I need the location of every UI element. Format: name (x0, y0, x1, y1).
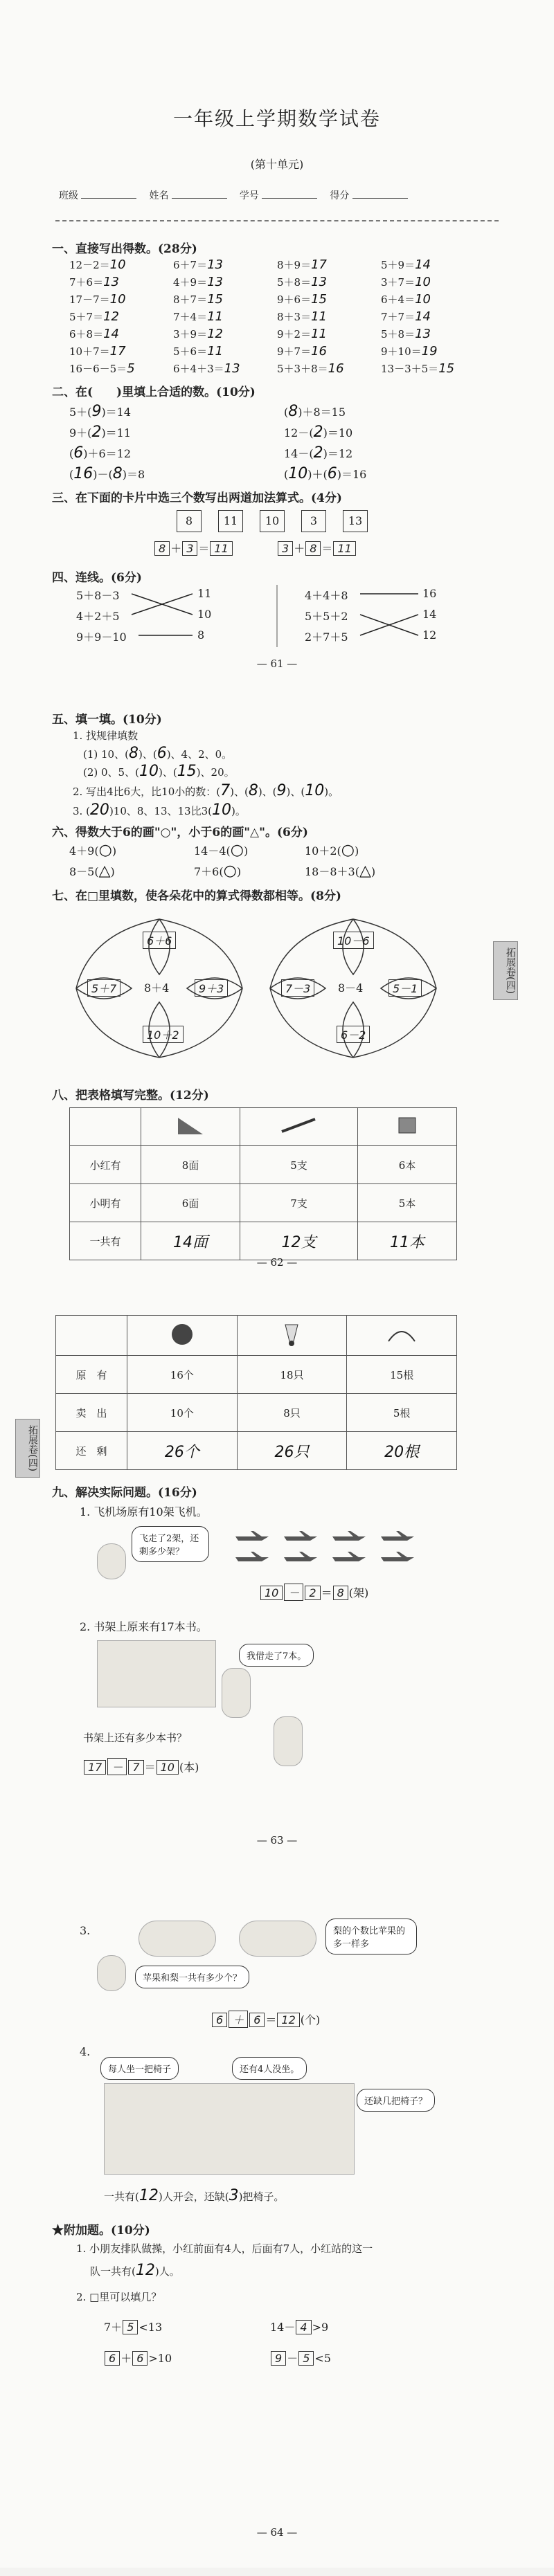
s1-problem: 5＋8＝13 (277, 275, 327, 289)
s1-problem: 6＋4＋3＝13 (173, 361, 240, 376)
exam-subtitle: (第十单元) (250, 158, 304, 171)
s9-q2-ask: 书架上还有多少本书？ (83, 1732, 188, 1744)
match-right-target: 14 (422, 608, 437, 621)
s2-item: (8)＋8＝15 (284, 403, 346, 420)
speech-bubble: 还缺几把椅子？ (357, 2089, 435, 2112)
page-number: — 61 — (256, 657, 298, 670)
matching-lines (0, 0, 554, 685)
table-2 (55, 1315, 457, 1470)
table-row-label: 原 有 (56, 1356, 127, 1394)
match-right-expr: 2＋7＋5 (305, 631, 348, 644)
s1-problem: 8＋9＝17 (277, 257, 327, 272)
s6-item: 18－8＋3(△) (305, 862, 376, 880)
number-card: 10 (260, 510, 285, 532)
extra-q2: 2. □里可以填几？ (76, 2291, 162, 2303)
cartoon-mouse-image (97, 1543, 126, 1579)
table-row-label: 一共有 (70, 1222, 141, 1260)
flower2-left: 7－3 (280, 979, 315, 997)
airplanes-image (229, 1523, 464, 1571)
table-row-label: 卖 出 (56, 1394, 127, 1432)
section-4-title: 四、连线。(6分) (52, 571, 142, 585)
speech-bubble: 飞走了2架，还剩多少架？ (132, 1526, 209, 1562)
s3-equation: 8 ＋ 3 ＝ 11 (154, 540, 233, 556)
s2-item: 9＋(2)＝11 (69, 424, 132, 441)
s1-problem: 16－6－5＝5 (69, 361, 135, 376)
flower1-bottom: 10＋2 (142, 1026, 184, 1043)
s6-item: 8－5(△) (69, 862, 115, 880)
class-label: 班级 (59, 190, 78, 201)
section-6-title: 六、得数大于6的画"○"，小于6的画"△"。(6分) (52, 826, 308, 840)
s1-problem: 5＋3＋8＝16 (277, 361, 344, 376)
s6-item: 10＋2(○) (305, 842, 359, 859)
match-left-expr: 5＋8－3 (76, 589, 120, 602)
s1-problem: 9＋10＝19 (381, 344, 438, 359)
s2-item: 5＋(9)＝14 (69, 403, 132, 420)
s9-q4-answer: 一共有(12)人开会，还缺(3)把椅子。 (104, 2187, 285, 2204)
exam-title: 一年级上学期数学试卷 (172, 107, 381, 130)
table-cell: 6面 (141, 1184, 240, 1222)
s9-q3-answer: 6 ＋ 6 ＝ 12 (个) (211, 2011, 320, 2028)
extra-q2-item: 14－ 4 >9 (270, 2321, 329, 2334)
pears-plate-image (239, 1921, 316, 1957)
section-3-title: 三、在下面的卡片中选三个数写出两道加法算式。(4分) (52, 491, 342, 505)
flower2-center: 8－4 (338, 981, 364, 995)
table-cell: 6本 (357, 1146, 456, 1184)
speech-bubble: 梨的个数比苹果的多一样多 (325, 1919, 417, 1954)
flower2-top: 10－6 (332, 932, 375, 949)
speech-bubble: 我借走了7本。 (239, 1644, 314, 1667)
s1-problem: 8＋3＝11 (277, 309, 327, 324)
s1-problem: 9＋6＝15 (277, 292, 327, 307)
s2-item: (10)＋(6)＝16 (284, 465, 367, 482)
s9-q4: 4. (80, 2045, 91, 2058)
s1-problem: 13－3＋5＝15 (381, 361, 455, 376)
table-1 (69, 1107, 457, 1260)
s6-item: 14－4(○) (194, 842, 249, 859)
flag-icon (141, 1108, 240, 1146)
table-cell: 10个 (127, 1394, 238, 1432)
s1-problem: 7＋6＝13 (69, 275, 119, 289)
s9-q2-answer: 17 － 7 ＝ 10 (本) (83, 1758, 199, 1775)
table-row-label: 小明有 (70, 1184, 141, 1222)
s2-item: (16)－(8)＝8 (69, 465, 145, 482)
number-card: 11 (218, 510, 243, 532)
number-card: 8 (177, 510, 202, 532)
jump-rope-icon (347, 1316, 457, 1356)
match-right-expr: 5＋5＋2 (305, 610, 348, 623)
child-reader-image (222, 1668, 251, 1718)
s1-problem: 3＋7＝10 (381, 275, 431, 289)
table-cell: 16个 (127, 1356, 238, 1394)
table-header-blank (70, 1108, 141, 1146)
speech-bubble: 每人坐一把椅子 (100, 2057, 179, 2080)
s1-problem: 5＋7＝12 (69, 309, 119, 324)
flower1-top: 6＋6 (142, 932, 177, 949)
table-cell: 5根 (347, 1394, 457, 1432)
s1-problem: 4＋9＝13 (173, 275, 223, 289)
boy-image (274, 1716, 303, 1766)
page-number: — 63 — (256, 1834, 298, 1847)
exam-page-62 (0, 685, 554, 1280)
s3-equation: 3 ＋ 8 ＝ 11 (277, 540, 357, 556)
section-7-title: 七、在□里填数，使各朵花中的算式得数都相等。(8分) (52, 889, 341, 903)
extra-q1-line2: 队一共有(12)人。 (90, 2262, 180, 2279)
extra-q2-item: 7＋ 5 <13 (104, 2321, 163, 2334)
s5-q1a: (1) 10、(8)、(6)、4、2、0。 (83, 745, 233, 762)
s1-problem: 9＋7＝16 (277, 344, 327, 359)
bookshelf-image (97, 1640, 216, 1707)
section-5-title: 五、填一填。(10分) (52, 713, 162, 727)
pencil-icon (240, 1108, 358, 1146)
table-cell-answer: 26只 (237, 1432, 347, 1470)
s1-problem: 7＋7＝14 (381, 309, 431, 324)
s2-item: 14－(2)＝12 (284, 444, 353, 462)
meeting-table-image (104, 2083, 355, 2175)
exam-page-63-64 (0, 1280, 554, 2568)
flower2-right: 5－1 (388, 979, 422, 997)
s2-item: 12－(2)＝10 (284, 424, 353, 441)
s9-q1: 1. 飞机场原有10架飞机。 (80, 1505, 208, 1518)
side-tab: 拓展卷(四) (493, 941, 518, 1000)
match-left-target: 10 (197, 608, 212, 621)
table-row-label: 小红有 (70, 1146, 141, 1184)
extra-q2-item: 6 ＋ 6 >10 (104, 2350, 172, 2366)
table-cell: 15根 (347, 1356, 457, 1394)
cartoon-cat-image (97, 1955, 126, 1991)
table-cell: 5本 (357, 1184, 456, 1222)
s1-problem: 9＋2＝11 (277, 327, 327, 341)
match-left-target: 8 (197, 628, 205, 642)
number-card: 3 (301, 510, 326, 532)
table-cell-answer: 11本 (357, 1222, 456, 1260)
s5-q1b: (2) 0、5、(10)、(15)、20。 (83, 763, 235, 780)
s1-problem: 6＋4＝10 (381, 292, 431, 307)
section-8-title: 八、把表格填写完整。(12分) (52, 1089, 209, 1103)
side-tab: 拓展卷(四) (15, 1419, 40, 1478)
ball-icon (127, 1316, 238, 1356)
match-left-expr: 9＋9－10 (76, 631, 127, 644)
s5-q1: 1. 找规律填数 (73, 729, 138, 742)
match-right-target: 12 (422, 628, 437, 642)
match-right-expr: 4＋4＋8 (305, 589, 348, 602)
table-cell: 5支 (240, 1146, 358, 1184)
number-card: 13 (343, 510, 368, 532)
section-1-title: 一、直接写出得数。(28分) (52, 242, 197, 256)
table-header-blank (56, 1316, 127, 1356)
s1-problem: 6＋7＝13 (173, 257, 223, 272)
page-number: — 62 — (256, 1256, 298, 1269)
s2-item: (6)＋6＝12 (69, 444, 132, 462)
table-cell: 18只 (237, 1356, 347, 1394)
table-cell-answer: 12支 (240, 1222, 358, 1260)
s5-q2: 2. 写出4比6大，比10小的数：(7)、(8)、(9)、(10)。 (73, 782, 339, 799)
match-right-target: 16 (422, 587, 437, 600)
table-cell: 7支 (240, 1184, 358, 1222)
table-cell-answer: 14面 (141, 1222, 240, 1260)
s1-problem: 5＋6＝11 (173, 344, 223, 359)
speech-bubble: 还有4人没坐。 (232, 2057, 307, 2080)
book-icon (357, 1108, 456, 1146)
speech-bubble: 苹果和梨一共有多少个？ (135, 1966, 249, 1988)
s1-problem: 3＋9＝12 (173, 327, 223, 341)
s9-q3: 3. (80, 1924, 91, 1937)
id-label: 学号 (239, 190, 259, 201)
s1-problem: 7＋4＝11 (173, 309, 223, 324)
s1-problem: 5＋9＝14 (381, 257, 431, 272)
flower1-right: 9＋3 (194, 979, 229, 997)
match-left-target: 11 (197, 587, 212, 600)
flower1-left: 5＋7 (87, 979, 121, 997)
name-label: 姓名 (149, 190, 169, 201)
s1-problem: 17－7＝10 (69, 292, 126, 307)
apples-plate-image (138, 1921, 216, 1957)
s9-q2: 2. 书架上原来有17本书。 (80, 1620, 208, 1633)
table-cell-answer: 26个 (127, 1432, 238, 1470)
s5-q3: 3. (20)10、8、13、13比3(10)。 (73, 801, 246, 819)
extra-q2-item: 9 － 5 <5 (270, 2350, 331, 2366)
section-2-title: 二、在( )里填上合适的数。(10分) (52, 386, 256, 399)
match-left-expr: 4＋2＋5 (76, 610, 120, 623)
s6-item: 4＋9(○) (69, 842, 117, 859)
page-number: — 64 — (256, 2526, 298, 2539)
flower1-center: 8＋4 (144, 981, 170, 995)
score-label: 得分 (330, 190, 350, 201)
s6-item: 7＋6(○) (194, 862, 242, 880)
exam-page-61 (0, 0, 554, 685)
shuttlecock-icon (237, 1316, 347, 1356)
s1-problem: 6＋8＝14 (69, 327, 119, 341)
s1-problem: 10＋7＝17 (69, 344, 126, 359)
extra-section-title: ★附加题。(10分) (52, 2224, 150, 2238)
table-cell-answer: 20根 (347, 1432, 457, 1470)
table-cell: 8只 (237, 1394, 347, 1432)
table-cell: 8面 (141, 1146, 240, 1184)
s1-problem: 5＋8＝13 (381, 327, 431, 341)
flower2-bottom: 6－2 (336, 1026, 370, 1043)
s1-problem: 8＋7＝15 (173, 292, 223, 307)
table-row-label: 还 剩 (56, 1432, 127, 1470)
s1-problem: 12－2＝10 (69, 257, 126, 272)
s9-q1-answer: 10 － 2 ＝ 8 (架) (260, 1584, 368, 1601)
section-9-title: 九、解决实际问题。(16分) (52, 1486, 197, 1500)
extra-q1-line1: 1. 小朋友排队做操，小红前面有4人，后面有7人，小红站的这一 (76, 2242, 373, 2255)
